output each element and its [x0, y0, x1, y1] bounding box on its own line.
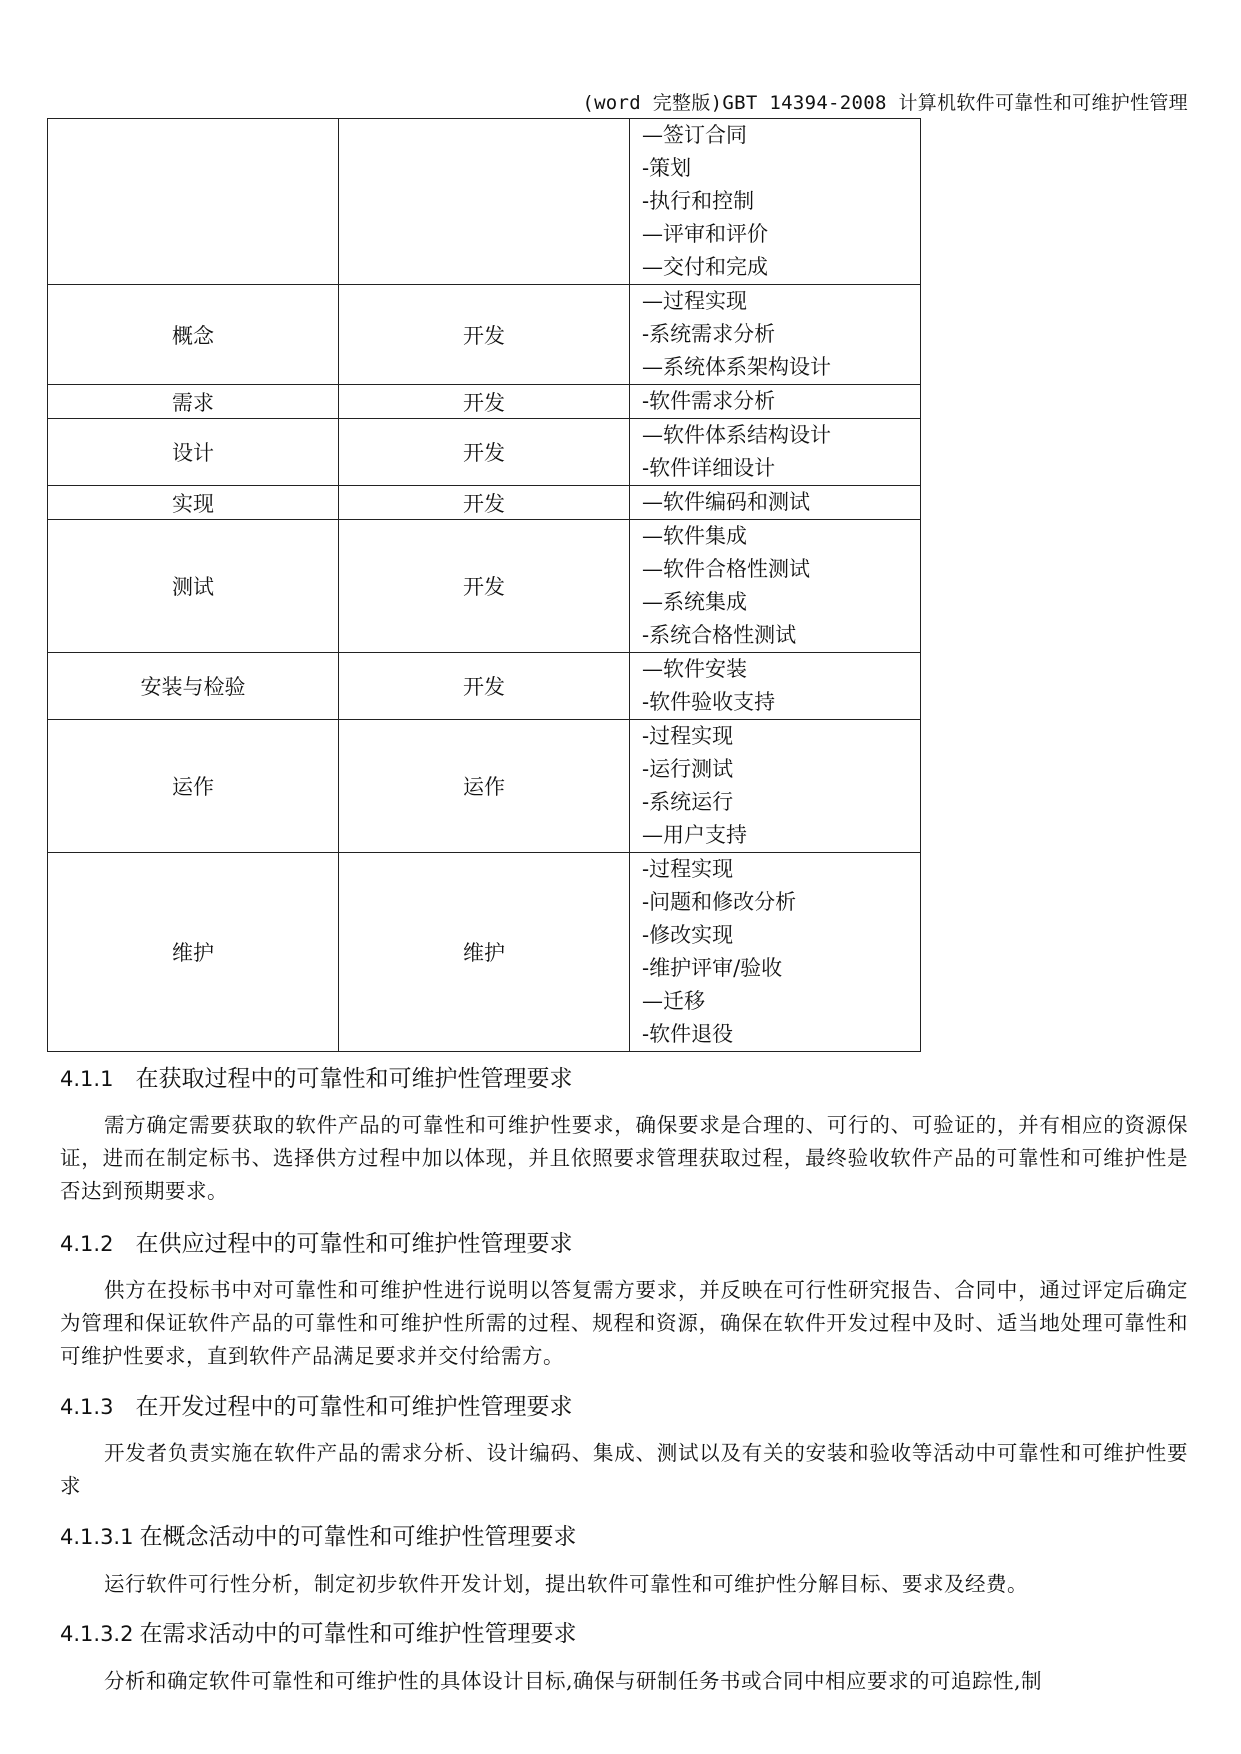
- task-item: -执行和控制: [642, 189, 755, 213]
- process-cell: 开发: [339, 486, 630, 520]
- process-cell: 开发: [339, 419, 630, 486]
- section-4-1-3-1: [60, 1520, 1188, 1601]
- section-heading: [60, 1617, 1188, 1651]
- task-item: —软件集成: [642, 524, 747, 548]
- table-row: [48, 285, 921, 385]
- task-item: -软件验收支持: [642, 690, 776, 714]
- task-item: —过程实现: [642, 289, 747, 313]
- activity-cell: 概念: [48, 285, 339, 385]
- table-row: [48, 720, 921, 853]
- task-item: —迁移: [642, 989, 705, 1013]
- activity-cell: 测试: [48, 520, 339, 653]
- section-paragraph: 供方在投标书中对可靠性和可维护性进行说明以答复需方要求，并反映在可行性研究报告、合同中，通过评定后确定为管理和保证软件产品的可靠性和可维护性所需的过程、规程和资源，确保在软件开发过程中及时、适当地处理可靠性和可维护性要求，直到软件产品满足要求并交付给需方。: [60, 1278, 1188, 1368]
- section-title: 在概念活动中的可靠性和可维护性管理要求: [139, 1524, 577, 1550]
- section-heading: [60, 1227, 1188, 1261]
- tasks-cell: [630, 119, 921, 285]
- section-title: 在获取过程中的可靠性和可维护性管理要求: [135, 1066, 573, 1092]
- task-item: —交付和完成: [642, 255, 768, 279]
- task-item: -软件详细设计: [642, 456, 776, 480]
- activity-cell: 需求: [48, 385, 339, 419]
- section-number: 4.1.3.1: [60, 1525, 134, 1549]
- tasks-cell: [630, 720, 921, 853]
- section-4-1-2: [60, 1227, 1188, 1373]
- task-item: -维护评审/验收: [642, 956, 783, 980]
- tasks-cell: [630, 486, 921, 520]
- task-item: -过程实现: [642, 857, 734, 881]
- task-item: —系统集成: [642, 590, 747, 614]
- tasks-cell: [630, 520, 921, 653]
- lifecycle-table: [47, 118, 921, 1052]
- tasks-cell: [630, 385, 921, 419]
- activity-cell: 安装与检验: [48, 653, 339, 720]
- section-number: 4.1.3: [60, 1395, 114, 1419]
- task-item: -软件需求分析: [642, 389, 776, 413]
- section-4-1-1: [60, 1062, 1188, 1208]
- task-item: —系统体系架构设计: [642, 355, 831, 379]
- section-4-1-3: [60, 1390, 1188, 1503]
- process-cell: 开发: [339, 285, 630, 385]
- process-cell: [339, 119, 630, 285]
- task-item: —软件合格性测试: [642, 557, 810, 581]
- task-item: -系统需求分析: [642, 322, 776, 346]
- section-number: 4.1.3.2: [60, 1622, 134, 1646]
- table-row: [48, 520, 921, 653]
- section-paragraph: 运行软件可行性分析，制定初步软件开发计划，提出软件可靠性和可维护性分解目标、要求及经费。: [104, 1572, 1028, 1596]
- tasks-cell: [630, 419, 921, 486]
- section-number: 4.1.2: [60, 1232, 114, 1256]
- task-item: —签订合同: [642, 123, 747, 147]
- table-row: [48, 853, 921, 1052]
- task-item: -运行测试: [642, 757, 734, 781]
- section-paragraph: 需方确定需要获取的软件产品的可靠性和可维护性要求，确保要求是合理的、可行的、可验证的，并有相应的资源保证，进而在制定标书、选择供方过程中加以体现，并且依照要求管理获取过程，最终验收软件产品的可靠性和可维护性是否达到预期要求。: [60, 1113, 1188, 1203]
- table-row: [48, 119, 921, 285]
- task-item: -软件退役: [642, 1022, 734, 1046]
- document-header: (word 完整版)GBT 14394-2008 计算机软件可靠性和可维护性管理: [582, 92, 1188, 114]
- process-cell: 开发: [339, 385, 630, 419]
- process-cell: 维护: [339, 853, 630, 1052]
- task-item: —评审和评价: [642, 222, 768, 246]
- section-4-1-3-2: [60, 1617, 1188, 1698]
- section-title: 在开发过程中的可靠性和可维护性管理要求: [135, 1394, 573, 1420]
- section-heading: [60, 1062, 1188, 1096]
- task-item: —软件编码和测试: [642, 490, 810, 514]
- process-cell: 运作: [339, 720, 630, 853]
- process-cell: 开发: [339, 520, 630, 653]
- task-item: -过程实现: [642, 724, 734, 748]
- section-heading: [60, 1520, 1188, 1554]
- task-item: -策划: [642, 156, 692, 180]
- task-item: -系统运行: [642, 790, 734, 814]
- section-heading: [60, 1390, 1188, 1424]
- table-row: [48, 653, 921, 720]
- tasks-cell: [630, 653, 921, 720]
- task-item: -系统合格性测试: [642, 623, 797, 647]
- task-item: —软件安装: [642, 657, 747, 681]
- activity-cell: 维护: [48, 853, 339, 1052]
- table-row: [48, 486, 921, 520]
- section-paragraph: 开发者负责实施在软件产品的需求分析、设计编码、集成、测试以及有关的安装和验收等活动中可靠性和可维护性要求: [60, 1441, 1188, 1498]
- tasks-cell: [630, 285, 921, 385]
- activity-cell: 设计: [48, 419, 339, 486]
- activity-cell: 运作: [48, 720, 339, 853]
- process-cell: 开发: [339, 653, 630, 720]
- table-row: [48, 419, 921, 486]
- table-row: [48, 385, 921, 419]
- activity-cell: 实现: [48, 486, 339, 520]
- section-paragraph: 分析和确定软件可靠性和可维护性的具体设计目标,确保与研制任务书或合同中相应要求的可追踪性,制: [104, 1669, 1043, 1693]
- section-number: 4.1.1: [60, 1067, 114, 1091]
- section-title: 在供应过程中的可靠性和可维护性管理要求: [135, 1231, 573, 1257]
- task-item: -修改实现: [642, 923, 734, 947]
- task-item: -问题和修改分析: [642, 890, 797, 914]
- task-item: —软件体系结构设计: [642, 423, 831, 447]
- tasks-cell: [630, 853, 921, 1052]
- activity-cell: [48, 119, 339, 285]
- section-title: 在需求活动中的可靠性和可维护性管理要求: [139, 1621, 577, 1647]
- task-item: —用户支持: [642, 823, 747, 847]
